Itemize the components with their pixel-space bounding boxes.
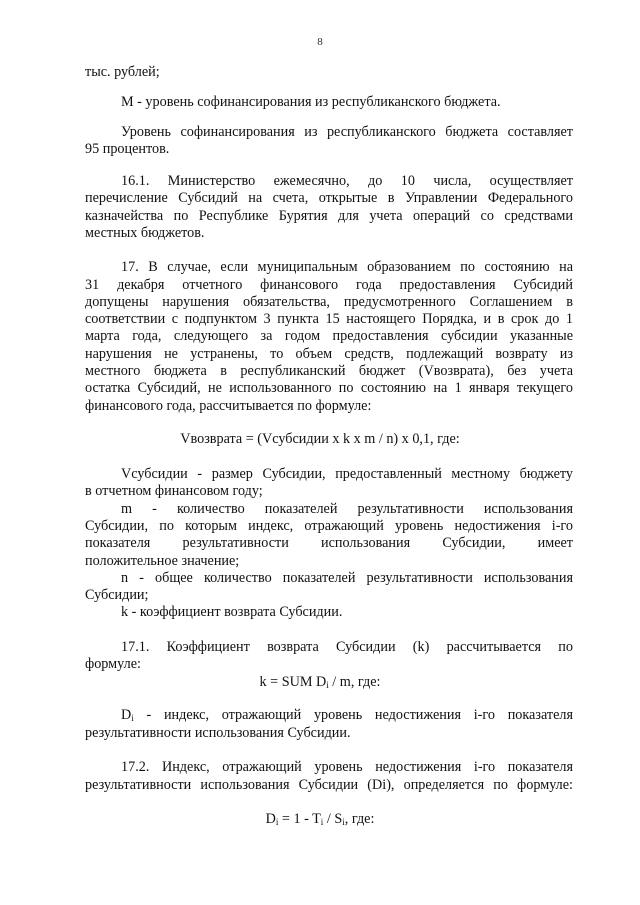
text-line: в отчетном финансовом году;: [85, 483, 263, 499]
text-line: результативности использования Субсидии (Di), определяется по формуле:: [85, 777, 573, 793]
text-line: 17.1. Коэффициент возврата Субсидии (k) рассчитывается по: [121, 639, 573, 655]
text-line: 16.1. Министерство ежемесячно, до 10 числа, осуществляет: [121, 173, 573, 189]
text-line: Уровень софинансирования из республиканского бюджета составляет: [121, 124, 573, 140]
text-line: Субсидии, по которым индекс, отражающий уровень недостижения i-го: [85, 518, 573, 534]
page-number: 8: [317, 36, 323, 48]
text-line: 17. В случае, если муниципальным образованием по состоянию на: [121, 259, 573, 275]
text-line: 95 процентов.: [85, 141, 170, 157]
text-line: 17.2. Индекс, отражающий уровень недостижения i-го показателя: [121, 759, 573, 775]
text-line: n - общее количество показателей результативности использования: [121, 570, 573, 586]
text-line: Vвозврата = (Vсубсидии x k x m / n) x 0,1, где:: [180, 431, 460, 447]
text-line: M - уровень софинансирования из республиканского бюджета.: [121, 94, 501, 110]
text-line: $D_i = 1 - T_i / S_i$, где:: [265, 811, 375, 827]
text-line: марта года, следующего за годом предоставления субсидии указанные: [85, 328, 573, 344]
text-line: местных бюджетов.: [85, 225, 205, 241]
text-line: остатка Субсидий, не использованного по состоянию на 1 января текущего: [85, 380, 573, 396]
text-line: $D_i$ - индекс, отражающий уровень недостижения i-го показателя: [121, 707, 573, 723]
text-line: k = SUM $D_i$ / m, где:: [259, 674, 381, 690]
text-line: формуле:: [85, 656, 141, 672]
text-line: перечисление Субсидий на счета, открытые в Управлении Федерального: [85, 190, 573, 206]
text-line: положительное значение;: [85, 553, 240, 569]
text-line: соответствии с подпунктом 3 пункта 15 настоящего Порядка, и в срок до 1: [85, 311, 573, 327]
text-line: местного бюджета в республиканский бюджет (Vвозврата), без учета: [85, 363, 573, 379]
text-line: результативности использования Субсидии.: [85, 725, 351, 741]
text-line: финансового года, рассчитывается по формуле:: [85, 398, 372, 414]
text-line: Vсубсидии - размер Субсидии, предоставленный местному бюджету: [121, 466, 573, 482]
text-line: 31 декабря отчетного финансового года предоставления Субсидий: [85, 277, 573, 293]
text-line: допущены нарушения обязательства, предусмотренного Соглашением в: [85, 294, 573, 310]
text-line: Субсидии;: [85, 587, 149, 603]
text-line: тыс. рублей;: [85, 64, 160, 80]
text-line: показателя результативности использования Субсидии, имеет: [85, 535, 573, 551]
text-line: m - количество показателей результативности использования: [121, 501, 573, 517]
text-line: нарушения не устранены, то объем средств, подлежащий возврату из: [85, 346, 573, 362]
text-line: казначейства по Республике Бурятия для учета операций со средствами: [85, 208, 573, 224]
text-line: k - коэффициент возврата Субсидии.: [121, 604, 343, 620]
